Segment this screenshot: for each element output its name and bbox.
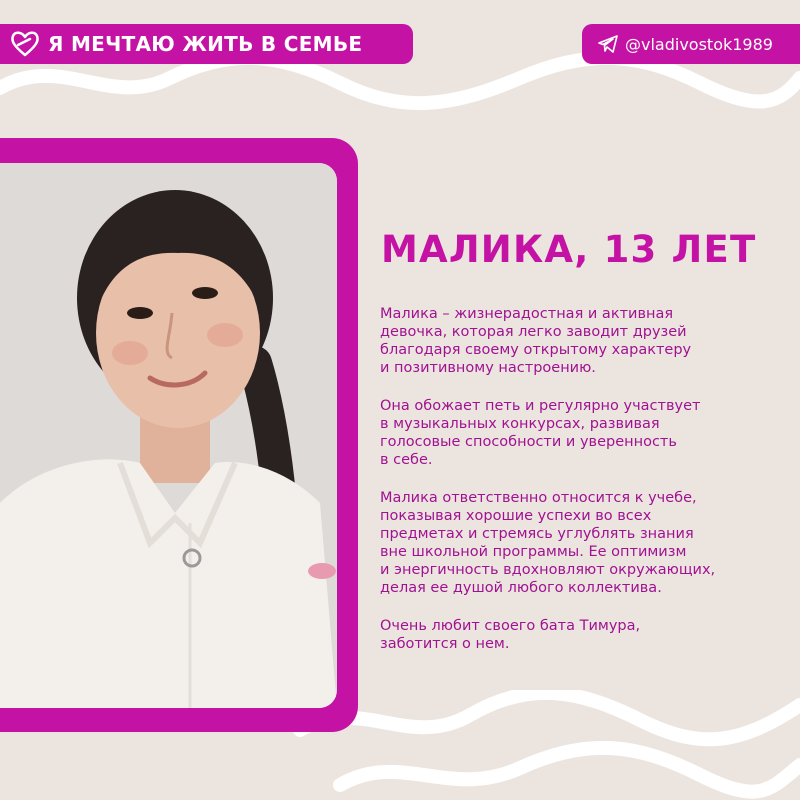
child-portrait-illustration	[0, 163, 337, 708]
child-name-age: МАЛИКА, 13 ЛЕТ	[381, 228, 757, 271]
header-badge	[0, 24, 413, 64]
bio-paragraph: Малика ответственно относится к учебе, показывая хорошие успехи во всех предметах и стремясь углублять знания вне школьной программы. Ее оптимизм и энергичность вдохновляют окружающих, делая ее душой любого коллектива.	[380, 490, 716, 596]
social-handle-badge[interactable]	[582, 24, 800, 64]
bio-text	[380, 305, 790, 673]
header-title: Я МЕЧТАЮ ЖИТЬ В СЕМЬЕ	[48, 32, 363, 56]
bio-paragraph: Малика – жизнерадостная и активная девочка, которая легко заводит друзей благодаря своему открытому характеру и позитивному настроению.	[380, 306, 692, 376]
heart-icon	[10, 31, 40, 57]
bio-paragraph: Она обожает петь и регулярно участвует в музыкальных конкурсах, развивая голосовые способности и уверенность в себе.	[380, 398, 701, 468]
social-handle-text: @vladivostok1989	[625, 34, 773, 54]
profile-photo	[0, 163, 337, 708]
bio-paragraph: Очень любит своего бата Тимура, заботится о нем.	[380, 618, 641, 652]
telegram-icon	[597, 34, 619, 54]
